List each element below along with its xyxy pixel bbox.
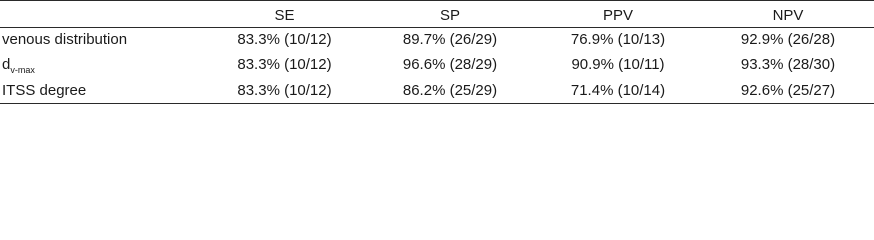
table-header	[0, 1, 874, 28]
table-row-venous-distribution	[0, 28, 874, 52]
cell-sp: 86.2% (25/29)	[366, 78, 534, 104]
row-label-venous-distribution: venous distribution	[2, 31, 128, 49]
cell-se: 83.3% (10/12)	[237, 31, 332, 49]
cell-sp: 96.6% (28/29)	[402, 56, 498, 73]
cell-ppv: 90.9% (10/11)	[571, 56, 665, 73]
cell-se: 83.3% (10/12)	[237, 56, 332, 73]
header-ppv: PPV	[534, 1, 702, 28]
diagnostic-performance-table	[0, 0, 874, 104]
cell-se: 83.3% (10/12)	[203, 78, 366, 104]
row-label-itss-degree: ITSS degree	[0, 78, 203, 104]
table-row-itss-degree	[0, 78, 874, 104]
row-label-dv-max	[0, 52, 203, 78]
table-body	[0, 28, 874, 104]
header-empty-cell	[0, 1, 203, 28]
diagnostic-performance-table-container	[0, 0, 874, 108]
header-sp: SP	[366, 1, 534, 28]
row-label-dv-max-subscript: v-max	[10, 65, 35, 75]
header-row	[0, 1, 874, 28]
cell-npv: 92.6% (25/27)	[702, 78, 874, 104]
row-label-dv-max-main: d	[2, 56, 11, 73]
cell-npv: 92.9% (26/28)	[740, 31, 836, 49]
table-row-dv-max	[0, 52, 874, 78]
header-npv: NPV	[702, 1, 874, 28]
cell-ppv: 71.4% (10/14)	[534, 78, 702, 104]
header-se: SE	[203, 1, 366, 28]
cell-npv: 93.3% (28/30)	[740, 56, 836, 73]
cell-ppv: 76.9% (10/13)	[570, 31, 666, 49]
cell-sp: 89.7% (26/29)	[402, 31, 498, 49]
